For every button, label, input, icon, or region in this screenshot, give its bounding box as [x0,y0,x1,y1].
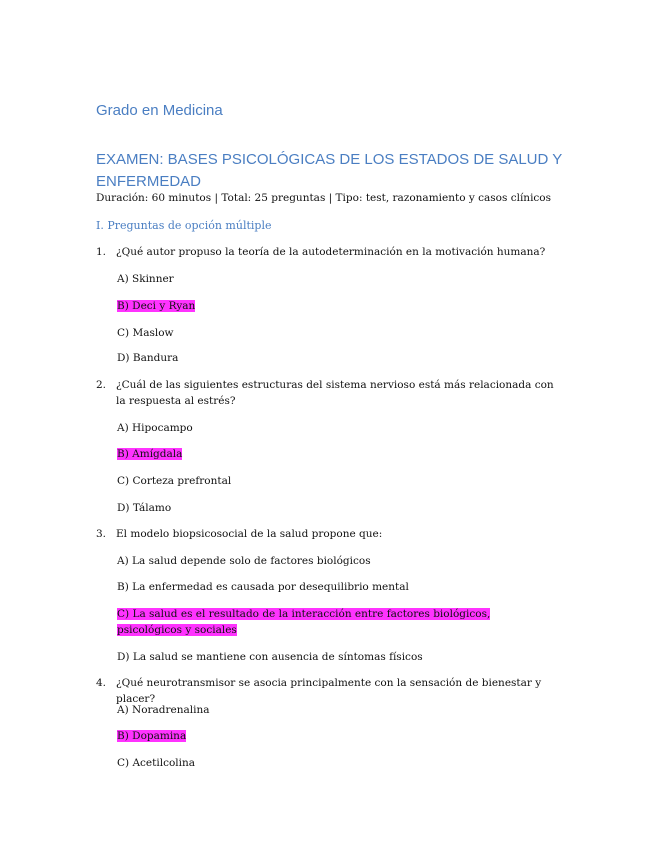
question-number: 3. [96,528,107,540]
q2-option-c [117,473,231,489]
question-2 [96,377,556,409]
question-text: ¿Qué neurotransmisor se asocia principalmente con la sensación de bienestar y placer? [116,677,542,705]
option-text: C) Acetilcolina [117,757,196,769]
option-text: A) Skinner [117,273,174,285]
exam-title: EXAMEN: BASES PSICOLÓGICAS DE LOS ESTADOS DE SALUD Y ENFERMEDAD [96,151,562,190]
q2-option-b [117,446,182,462]
question-number: 1. [96,246,107,258]
q3-option-c [117,606,547,638]
question-1 [96,244,556,260]
option-text: B) Amígdala [117,448,183,460]
exam-meta: Duración: 60 minutos | Total: 25 preguntas | Tipo: test, razonamiento y casos clínicos [96,192,552,204]
question-text: ¿Qué autor propuso la teoría de la autodeterminación en la motivación humana? [116,246,546,258]
q1-option-c [117,325,174,341]
q2-option-d [117,500,171,516]
section-title: I. Preguntas de opción múltiple [96,219,272,232]
option-text: A) La salud depende solo de factores biológicos [117,555,371,567]
option-text: C) Maslow [117,327,174,339]
option-text: C) Corteza prefrontal [117,475,232,487]
option-text: B) Dopamina [117,730,187,742]
option-text: A) Noradrenalina [117,704,210,716]
question-text: El modelo biopsicosocial de la salud propone que: [116,528,383,540]
q1-option-d [117,350,178,366]
q4-option-a [117,702,210,718]
q3-option-b [117,579,409,595]
q2-option-a [117,420,193,436]
option-text: D) La salud se mantiene con ausencia de síntomas físicos [117,651,423,663]
q4-option-b [117,728,186,744]
option-text: C) La salud es el resultado de la interacción entre factores biológicos, psicológicos y sociales [117,608,491,636]
option-text: B) La enfermedad es causada por desequilibrio mental [117,581,409,593]
question-3 [96,526,556,542]
q3-option-d [117,649,423,665]
option-text: D) Bandura [117,352,179,364]
question-number: 4. [96,677,107,689]
q3-option-a [117,553,371,569]
question-text: ¿Cuál de las siguientes estructuras del sistema nervioso está más relacionada con la respuesta al estrés? [116,379,554,407]
option-text: D) Tálamo [117,502,172,514]
q1-option-b [117,298,195,314]
q1-option-a [117,271,174,287]
q4-option-c [117,755,195,771]
option-text: B) Deci y Ryan [117,300,196,312]
question-number: 2. [96,379,107,391]
course-title: Grado en Medicina [96,102,223,119]
option-text: A) Hipocampo [117,422,193,434]
